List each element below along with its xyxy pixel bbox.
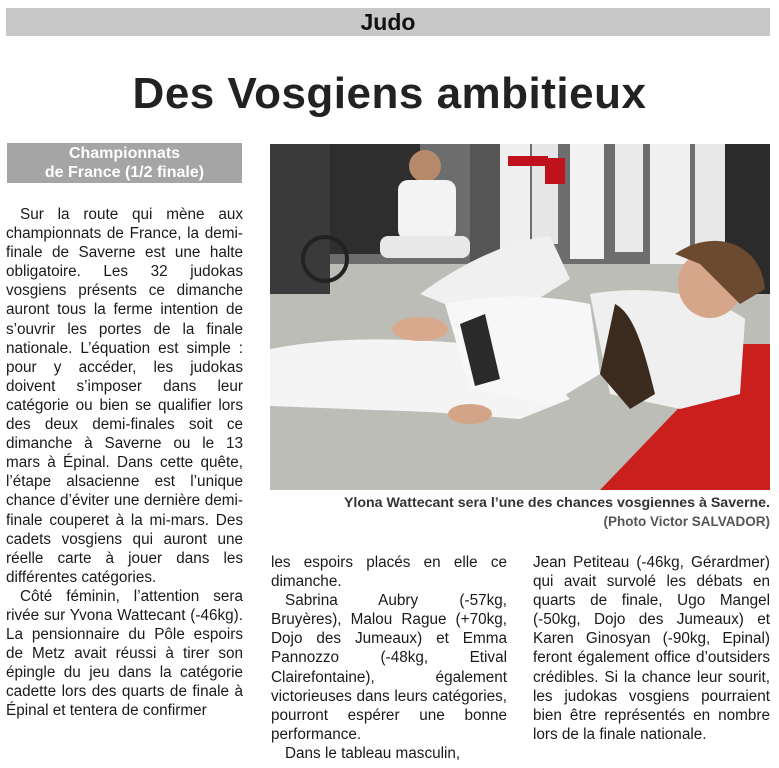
paragraph: Sur la route qui mène aux championnats de France, la demi-finale de Saverne est une halte obligatoire. Les 32 judokas vosgiens présents ce dimanche auront tous la ferme intention de s’ouvrir les portes de la finale nationale. L’équation est simple : pour y accéder, les judokas doivent s’imposer dans leur catégorie ou bien se qualifier lors des deux demi-finales soit ce dimanche à Saverne ou le 13 mars à Épinal. Dans cette quête, l’étape alsacienne est l’unique chance d’éviter une dernière demi-finale couperet à la mi-mars. Des cadets vosgiens qui auront une réelle carte à jouer dans les différentes catégories. (6, 206, 243, 586)
paragraph: Jean Petiteau (-46kg, Gérardmer) qui avait survolé les débats en quarts de finale, Ugo Mangel (-50kg, Dojo des Jumeaux) et Karen Ginosyan (-90kg, Epinal) feront également office d’outsiders crédibles. Si la chance leur sourit, les judokas vosgiens pourraient bien être représentés en nombre lors de la finale nationale. (533, 554, 770, 743)
kicker-line-1: Championnats (68, 145, 181, 162)
paragraph: les espoirs placés en elle ce dimanche. (271, 554, 507, 591)
photo-caption: Ylona Wattecant sera l’une des chances vosgiennes à Saverne. (343, 495, 770, 511)
paragraph: Dans le tableau masculin, (285, 744, 461, 762)
article-column-1 (6, 205, 243, 721)
section-rubric: Judo (6, 8, 770, 36)
photo-credit: (Photo Victor SALVADOR) (603, 514, 770, 529)
judo-photo (270, 144, 770, 490)
article-column-3 (533, 553, 770, 744)
kicker-line-2: de France (1/2 finale) (44, 164, 205, 181)
article-kicker (7, 143, 242, 183)
article-column-2 (271, 553, 507, 763)
paragraph: Côté féminin, l’attention sera rivée sur Yvona Wattecant (-46kg). La pensionnaire du Pôle espoirs de Metz avait réussi à tirer son épingle du jeu dans la catégorie cadette lors des quarts de finale à Épinal et tentera de confirmer (6, 587, 243, 720)
article-headline: Des Vosgiens ambitieux (132, 69, 647, 118)
paragraph: Sabrina Aubry (-57kg, Bruyères), Malou Rague (+70kg, Dojo des Jumeaux) et Emma Pannozzo (-48kg, Etival Clairefontaine), également victorieuses dans leurs catégories, pourront espérer une bonne performance. (271, 592, 507, 743)
